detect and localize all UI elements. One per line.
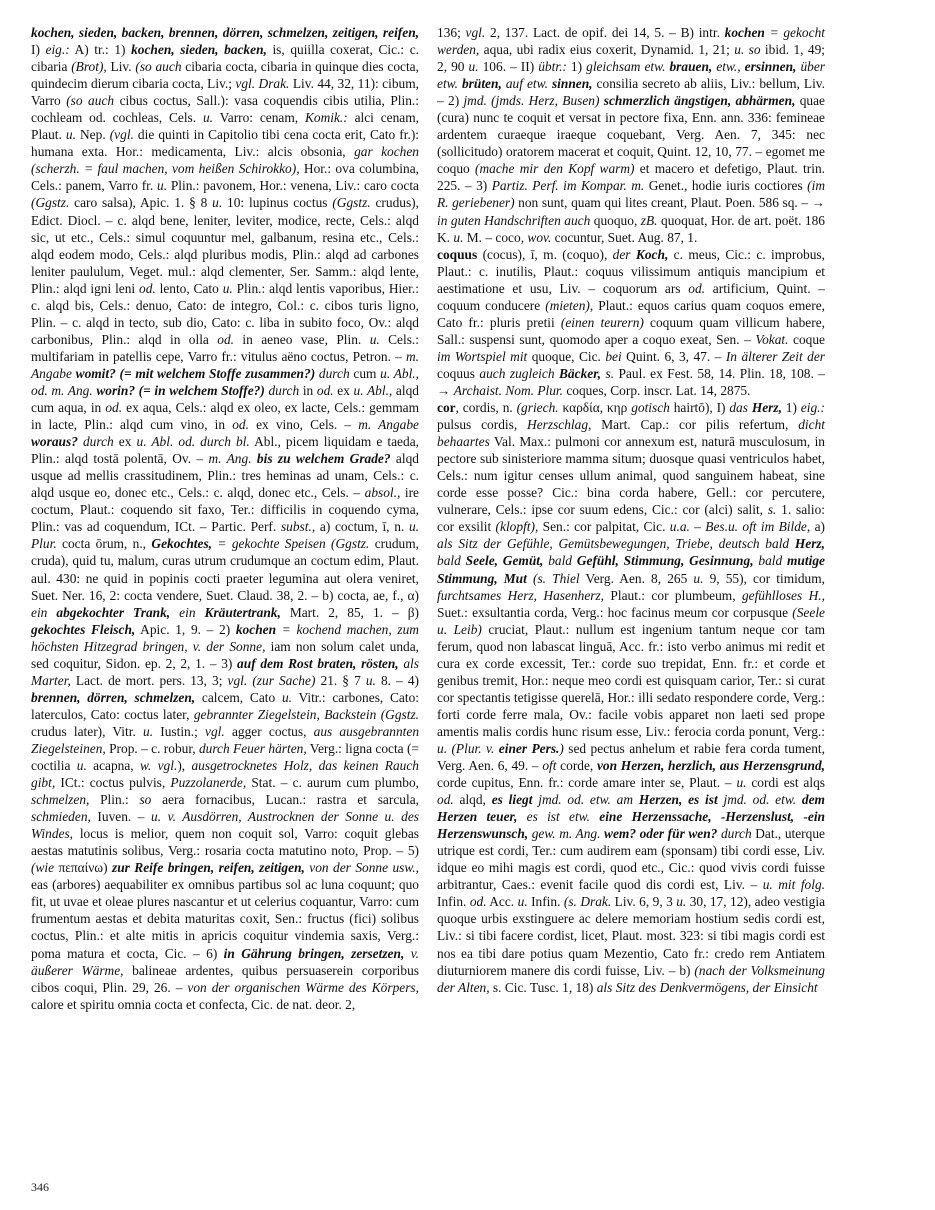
entry-paragraph: 136; vgl. 2, 137. Lact. de opif. dei 14, 5. – B) intr. kochen = gekocht werden, aqua, ubi radix eius coxerit, Dynamid. 1, 21; u. so ibid. 1, 49; 2, 90 u. 106. – II) übtr.: 1) gleichsam etw. brauen, etw., ersinnen, über etw. brüten, auf etw. sinnen, consilia secreto ab aliis, Liv.: bellum, Liv. – 2) jmd. (jmds. Herz, Busen) schmerzlich ängstigen, abhärmen, quae (cura) nunc te coquit et versat in pectore fixa, Enn. ann. 336: femineae ardentem curaeque iraeque coquebant, Verg. Aen. 7, 345: nec (sollicitudo) oratorem macerat et coquit, Quint. 12, 10, 77. – egomet me coquo (mache mir den Kopf warm) et macero et defetigo, Plaut. trin. 225. – 3) Partiz. Perf. im Kompar. m. Genet., hodie iuris coctiores (im R. geriebener) non sunt, quam qui lites creant, Plaut. Poen. 586 sq. – → in guten Handschriften auch quoquo, zB. quoquat, Hor. de art. poët. 186 K. u. M. – coco, wov. cocuntur, Suet. Aug. 87, 1. bbox=[437, 25, 826, 245]
entry-paragraph: cor, cordis, n. (griech. καρδία, κηρ gotisch hairtō), I) das Herz, 1) eig.: pulsus cordis, Herzschlag, Mart. Cap.: cor pilis refertum, dicht behaartes Val. Max.: pulmoni cor annexum est, naturā musculosum, in pectore sub sinisteriore mamma situm; duosque quasi ventriculos habet, Cels.: num igitur censes ullum animal, quod sanguinem habeat, sine corde esse posse? Cic.: bina corda habere, Gell.: cor percutere, vulnerare, Cels.: ipse cor suum edens, Cic.: cor (alci) salit, s. 1. salio: cor exsilit (klopft), Sen.: cor palpitat, Cic. u.a. – Bes.u. oft im Bilde, a) als Sitz der Gefühle, Gemütsbewegungen, Triebe, deutsch bald Herz, bald Seele, Gemüt, bald Gefühl, Stimmung, Gesinnung, bald mutige Stimmung, Mut (s. Thiel Verg. Aen. 8, 265 u. 9, 55), cor timidum, furchtsames Herz, Hasenherz, Plaut.: cor plumbeum, gefühlloses H., Suet.: exsultantia corda, Verg.: hoc facinus meum cor corpusque (Seele u. Leib) cruciat, Plaut.: nullum est ingenium tantum neque cor tam ferum, quod non labascat linguā, Acc. fr.: isto verbo animus mi redit et cura ex corde excessit, Ter.: corde suo trepidat, Enn. fr.: et corde et genibus tremit, Hor.: neque meo cordi est quisquam carior, Ter.: si curat cor spectantis tetigisse querelā, Hor.: illi sedato respondere corde, Verg.: forti corde ferre mala, Ov.: facile vobis apparet non laeti sed prope amentis malis cordis hunc risum esse, Liv.: ferocia corda ponunt, Verg.: u. (Plur. v. einer Pers.) sed pectus anhelum et rabie fera corda tument, Verg. Aen. 6, 49. – oft corde, von Herzen, herzlich, aus Herzensgrund, corde cupitus, Enn. fr.: corde amare inter se, Plaut. – u. cordi est alqs od. alqd, es liegt jmd. od. etw. am Herzen, es ist jmd. od. etw. dem Herzen teuer, es ist etw. eine Herzenssache, -Herzenslust, -ein Herzenswunsch, gew. m. Ang. wem? oder für wen? durch Dat., uterque utrique est cordi, Ter.: cum audirem eam (sponsam) tibi cordi esse, Liv. idque eo mihi magis est cordi, quod etc., Cic.: quod vivis cordi fuisse arbitrantur, Caes.: evenit facile quod dis cordi est, Liv. – u. mit folg. Infin. od. Acc. u. Infin. (s. Drak. Liv. 6, 9, 3 u. 30, 17, 12), adeo vestigia quoque urbis exstinguere ac delere memoriam hostium sedis cordi est, Liv.: si tibi facere cordist, licet, Plaut. most. 323: si tibi magis cordi est nos ea tibi dare potius quam Mezentio, Cato fr.: credo rem Antiatem diuturniorem manere dis cordi fuisse, Liv. – b) (nach der Volksmeinung der Alten, s. Cic. Tusc. 1, 18) als Sitz des Denkvermögens, der Einsicht bbox=[437, 400, 826, 995]
left-column bbox=[31, 24, 419, 1013]
entry-paragraph: coquus (cocus), ī, m. (coquo), der Koch, c. meus, Cic.: c. improbus, Plaut.: c. inutilis, Plaut.: coquus vilissimum antiquis mancipium et aestimatione et usu, Liv. – coquorum ars od. artificium, Quint. – coquum conducere (mieten), Plaut.: equos carius quam coquos emere, Cato fr.: pluris pretii (einen teurern) coquum quam villicum habere, Sall.: suspensi sunt, quomodo aper a coquo exeat, Sen. – Vokat. coque im Wortspiel mit quoque, Cic. bei Quint. 6, 3, 47. – In älterer Zeit der coquus auch zugleich Bäcker, s. Paul. ex Fest. 58, 14. Plin. 18, 108. – → Archaist. Nom. Plur. coques, Corp. inscr. Lat. 14, 2875. bbox=[437, 246, 825, 398]
right-column bbox=[437, 24, 825, 996]
page-number: 346 bbox=[31, 1180, 49, 1194]
entry-paragraph: kochen, sieden, backen, brennen, dörren, schmelzen, zeitigen, reifen, I) eig.: A) tr.: 1) kochen, sieden, backen, is, quiilla coxerat, Cic.: c. cibaria (Brot), Liv. (so auch cibaria cocta, cibaria in quinque dies cocta, quindecim dierum cibaria cocta, Liv.; vgl. Drak. Liv. 44, 32, 11): cibum, Varro (so auch cibus coctus, Sall.): vasa coquendis cibis utilia, Plin.: cochleam od. cochleas, Cels. u. Varro: cenam, Komik.: alci cenam, Plaut. u. Nep. (vgl. die quinti in Capitolio tibi cena cocta erit, Cato fr.): humana exta. Hor.: medicamenta, Liv.: alcis obsonia, gar kochen (scherzh. = faul machen, vom heißen Schirokko), Hor.: ova columbina, Cels.: panem, Varro fr. u. Plin.: pavonem, Hor.: venena, Liv.: caro cocta (Ggstz. caro salsa), Apic. 1. § 8 u. 10: lupinus coctus (Ggstz. crudus), Edict. Diocl. – c. alqd bene, leniter, leviter, modice, recte, Cels.: alqd sic, ut etc., Cels.: simul coquuntur mel, galbanum, resina etc., Cels.: alqd eodem modo, Cels.: alqd pluribus modis, Plin.: alqd ad carbones leniter paululum, Veget. mul.: alqd clementer, Ser. Samm.: alqd lente, Plin.: alqd igni leni od. lento, Cato u. Plin.: alqd lentis vaporibus, Hier.: c. alqd bis, Cels.: denuo, Cato: de integro, Col.: c. cibos turis ligno, Plin. – c. alqd in tecto, sub dio, Cato: c. liba in subito foco, Ov.: alqd carbonibus, Plin.: alqd in olla od. in aeneo vase, Plin. u. Cels.: multifariam in patellis cepe, Varro fr.: vitulus aëno coctus, Petron. – m. Angabe womit? (= mit welchem Stoffe zusammen?) durch cum u. Abl., od. m. Ang. worin? (= in welchem Stoffe?) durch in od. ex u. Abl., alqd cum aqua, in od. ex aqua, Cels.: alqd ex oleo, ex lacte, Cels.: gemmam in lacte, Plin.: alqd cum vino, in od. ex vino, Cels. – m. Angabe woraus? durch ex u. Abl. od. durch bl. Abl., picem liquidam e taeda, Plin.: alqd tostā polentā, Ov. – m. Ang. bis zu welchem Grade? alqd usque ad mellis crassitudinem, Plin.: tres heminas ad unam, Cels.: c. alqd usque eo, donec etc., Cels.: c. alqd, donec etc., Cels. – absol., ire coctum, Plaut.: coquendo sit faxo, Ter.: difficilis in coquendo cyma, Plin.: vas ad coquendum, ICt. – Partic. Perf. subst., a) coctum, ī, n. u. Plur. cocta ōrum, n., Gekochtes, = gekochte Speisen (Ggstz. crudum, cruda), quid tu, malum, curas utrum crudumque an coctum edim, Plaut. aul. 430: ne quid in popinis cocti praeter legumina aut olera veniret, Suet. Ner. 16, 2: cocta vendere, Suet. Claud. 38, 2. – b) cocta, ae, f., α) ein abgekochter Trank, ein Kräutertrank, Mart. 2, 85, 1. – β) gekochtes Fleisch, Apic. 1, 9. – 2) kochen = kochend machen, zum höchsten Hitzegrad bringen, v. der Sonne, iam non solum calet unda, sed coquitur, Sidon. ep. 2, 2, 1. – 3) auf dem Rost braten, rösten, als Marter, Lact. de mort. pers. 13, 3; vgl. (zur Sache) 21. § 7 u. 8. – 4) brennen, dörren, schmelzen, calcem, Cato u. Vitr.: carbones, Cato: laterculos, Cato: coctus later, gebrannter Ziegelstein, Backstein (Ggstz. crudus later), Vitr. u. Iustin.; vgl. agger coctus, aus ausgebrannten Ziegelsteinen, Prop. – c. robur, durch Feuer härten, Verg.: ligna cocta (= coctilia u. acapna, w. vgl.), ausgetrocknetes Holz, das keinen Rauch gibt, ICt.: coctus pulvis, Puzzolanerde, Stat. – c. aurum cum plumbo, schmelzen, Plin.: so aera fornacibus, Lucan.: rastra et sarcula, schmieden, Iuven. – u. v. Ausdörren, Austrocknen der Sonne u. des Windes, locus is melior, quem non coquit sol, Varro: coquit glebas aestas matutinis solibus, Verg.: rosaria cocta matutino noto, Prop. – 5) (wie πεπαίνω) zur Reife bringen, reifen, zeitigen, von der Sonne usw., eas (arbores) aequabiliter ex omnibus partibus sol ac luna coquunt; quo fit, ut uvae et oleae plures nascantur et ut celerius coquantur, Varro: cum frumentum aestas et debita maturitas coxit, Sen.: fructus (fici) solibus coctus, Plin.: et alte mitis in apricis coquitur vindemia saxis, Verg.: poma matura et cocta, Cic. – 6) in Gährung bringen, zersetzen, v. äußerer Wärme, balineae ardentes, quibus persuaserein corporibus cibos coqui, Plin. 29, 26. – von der organischen Wärme des Körpers, calore et spiritu omnia cocta et confecta, Cic. de nat. deor. 2, bbox=[31, 25, 420, 1012]
